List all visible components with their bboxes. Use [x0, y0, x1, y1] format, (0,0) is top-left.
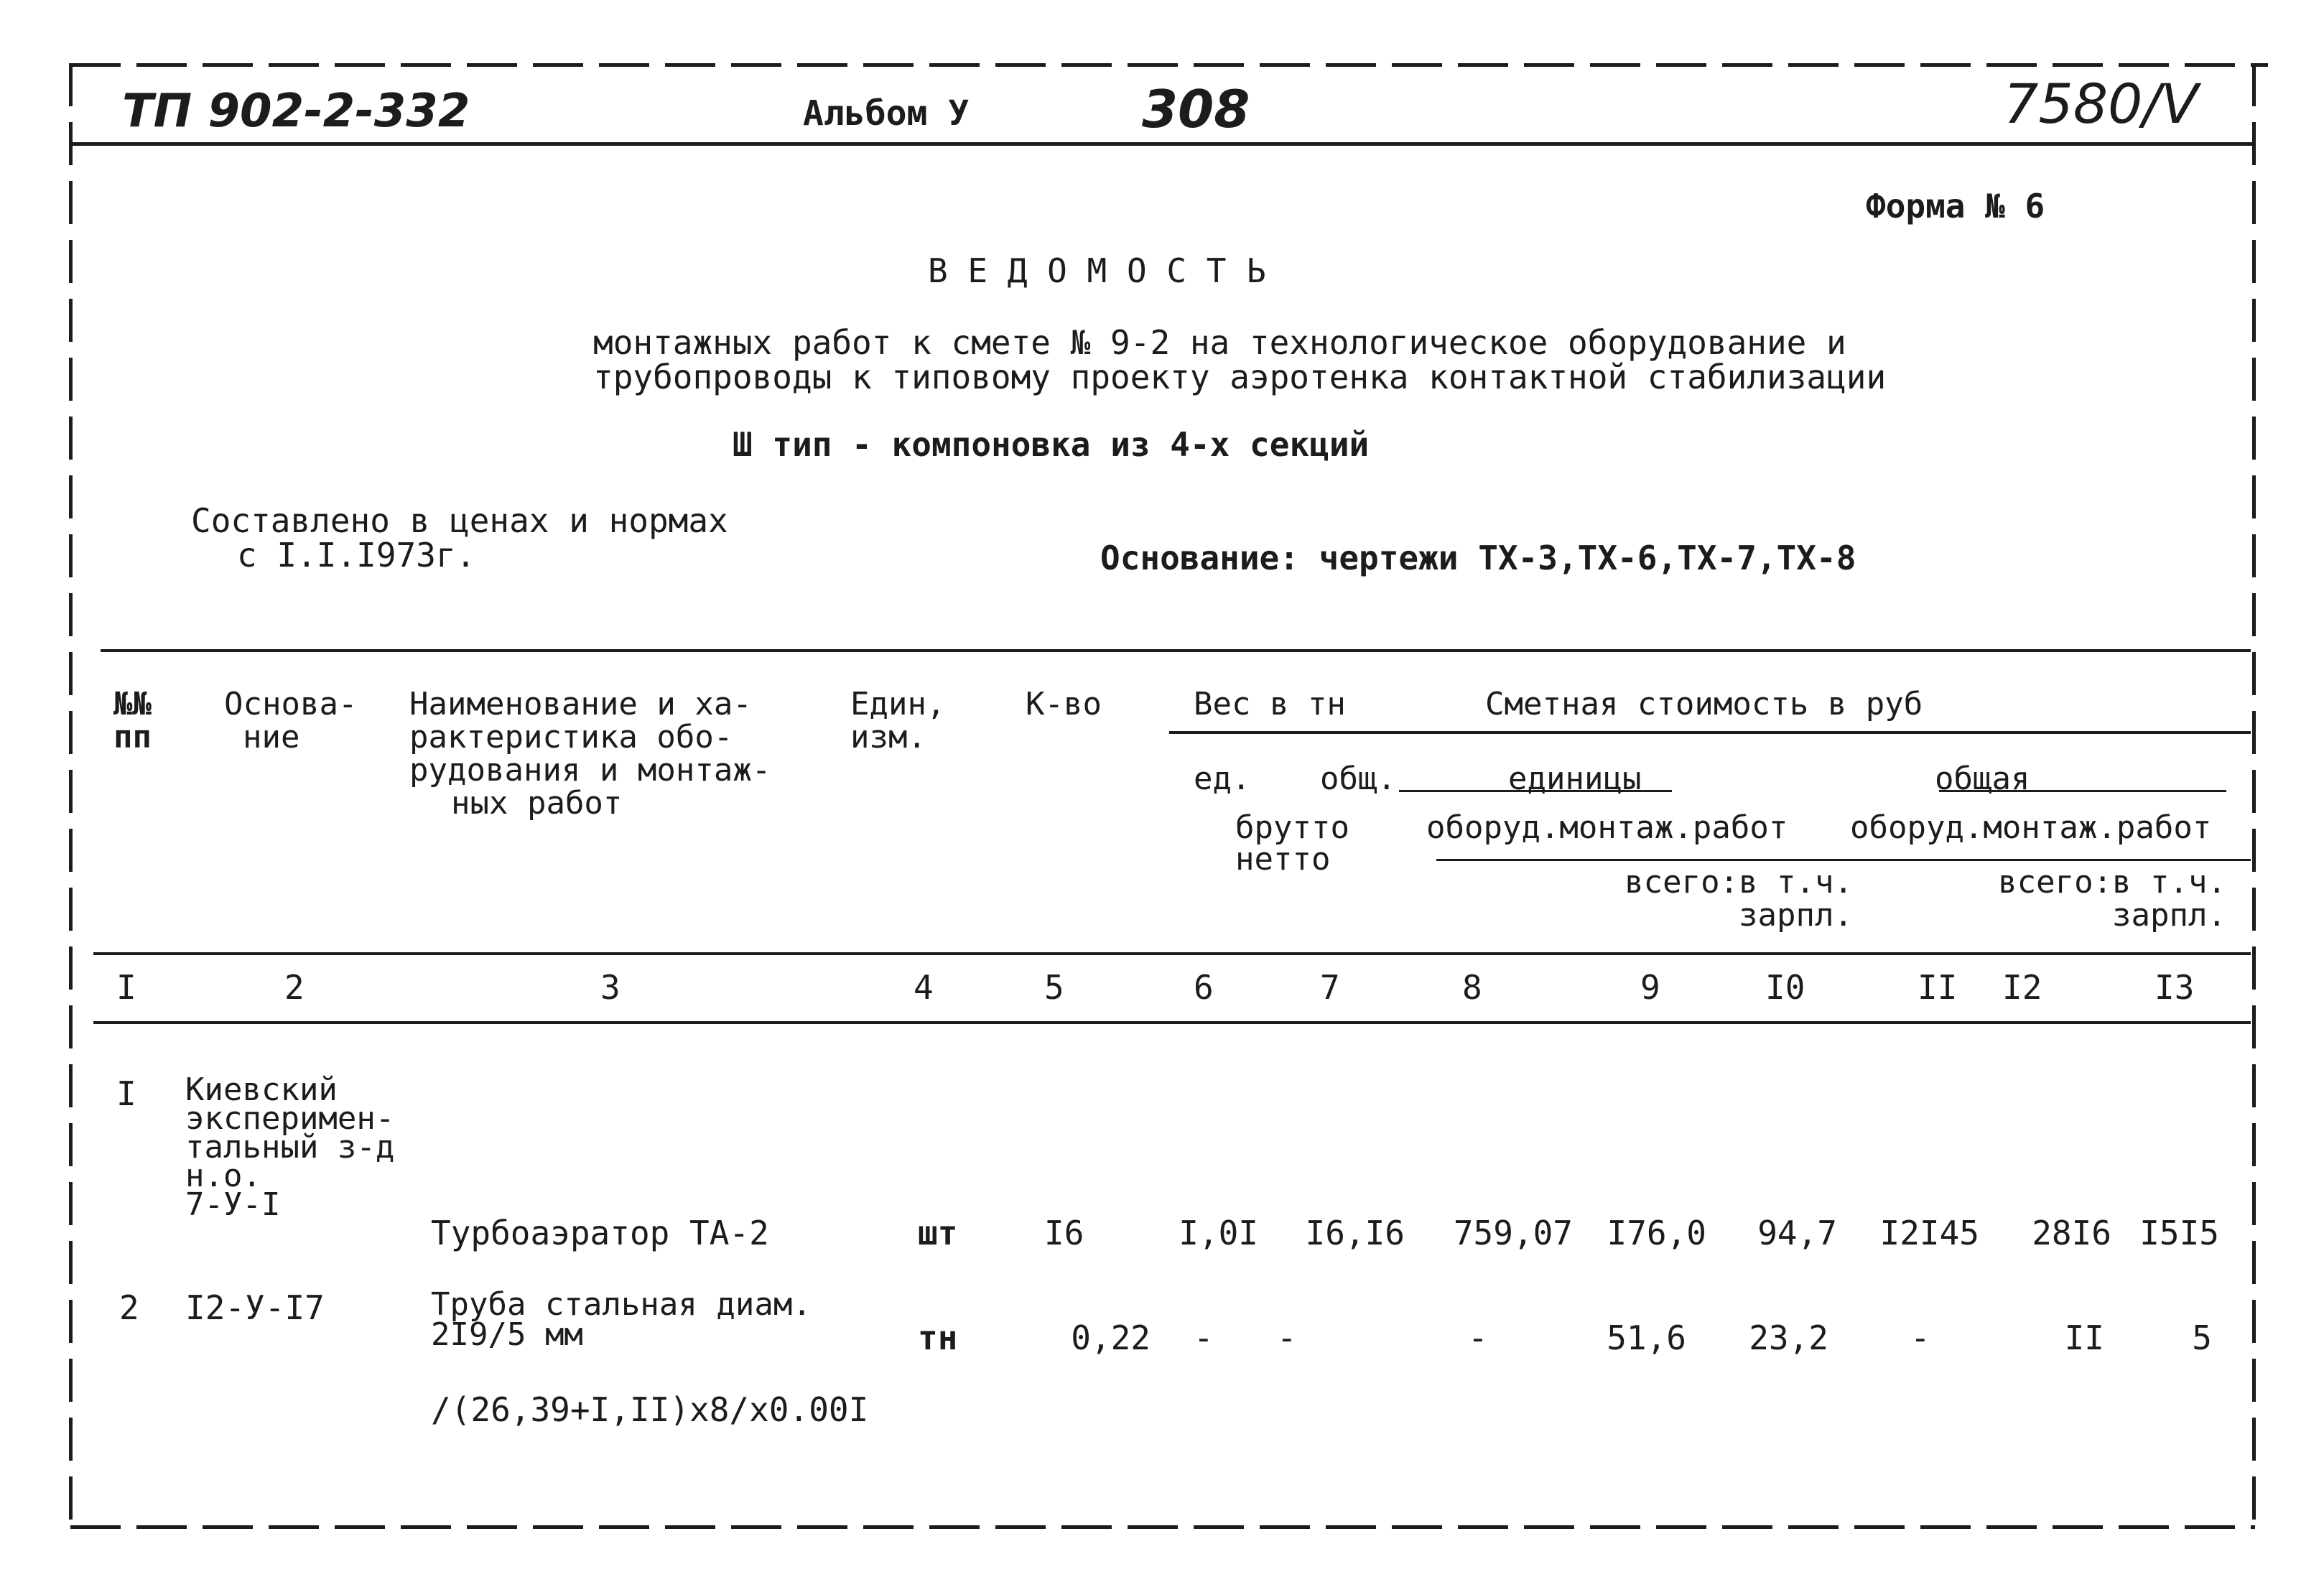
header-equip-mount-unit: оборуд.монтаж.работ [1426, 809, 1788, 846]
header-cost-unit: единицы [1508, 760, 1642, 797]
header-qty: К-во [1026, 686, 1102, 722]
compiled-line-1: Составлено в ценах и нормах [191, 501, 728, 540]
colnum-10: I0 [1765, 968, 1805, 1007]
table-row-2-weight-total: - [1277, 1318, 1297, 1357]
album-label: Альбом У [803, 93, 970, 134]
basis-drawings: Основание: чертежи ТХ-3,ТХ-6,ТХ-7,ТХ-8 [1100, 539, 1856, 577]
project-code: ТП 902-2-332 [122, 85, 470, 138]
table-row-2-basis: I2-У-I7 [185, 1288, 325, 1327]
header-netto: нетто [1235, 841, 1331, 878]
table-row-1-equip-total: I2I45 [1879, 1214, 1979, 1252]
header-weight-total: общ. [1320, 760, 1396, 797]
table-row-2-equip-total: - [1910, 1318, 1930, 1357]
subtitle-line-2: трубопроводы к типовому проекту аэротенка контактной стабилизации [593, 358, 1887, 396]
colnum-5: 5 [1044, 968, 1064, 1007]
header-name: Наименование и ха- рактеристика обо- рудования и монтаж- ных работ [409, 686, 771, 822]
header-weight-unit: ед. [1194, 760, 1251, 797]
frame-right [2252, 63, 2256, 1528]
stamp-divider [70, 142, 2254, 146]
table-row-1-mount-unit: I76,0 [1607, 1214, 1706, 1252]
table-row-2-mount-unit: 51,6 [1607, 1318, 1686, 1357]
colnum-9: 9 [1640, 968, 1660, 1007]
colnum-2: 2 [284, 968, 305, 1007]
colnum-3: 3 [600, 968, 620, 1007]
table-row-1-unit: шт [918, 1214, 958, 1252]
colnum-7: 7 [1320, 968, 1340, 1007]
cost-header-rule [1169, 731, 2251, 734]
colnum-8: 8 [1462, 968, 1482, 1007]
header-total-incl-unit: всего:в т.ч. зарпл. [1625, 864, 1853, 934]
document-title: В Е Д О М О С Т Ь [928, 251, 1266, 290]
colnum-1: I [116, 968, 136, 1007]
archive-number: 7580/V [2004, 72, 2199, 136]
table-row-2-no: 2 [119, 1288, 139, 1327]
header-brutto: брутто [1235, 809, 1349, 846]
subtitle-line-1: монтажных работ к смете № 9-2 на технологическое оборудование и [593, 323, 1846, 362]
table-row-1-no: I [116, 1074, 136, 1113]
table-row-2-wage-unit: 23,2 [1749, 1318, 1828, 1357]
header-cost-total: общая [1935, 760, 2030, 797]
colnum-4: 4 [914, 968, 934, 1007]
table-row-2-unit: тн [918, 1318, 958, 1357]
table-row-1-wage-total: I5I5 [2139, 1214, 2219, 1252]
type-line: Ш тип - компоновка из 4-х секций [733, 425, 1370, 464]
sheet-number: 308 [1142, 79, 1250, 139]
table-row-1-mount-total: 28I6 [2032, 1214, 2111, 1252]
table-row-1-weight-unit: I,0I [1179, 1214, 1258, 1252]
table-row-2-equip-unit: - [1468, 1318, 1488, 1357]
colnum-11: II [1918, 968, 1958, 1007]
colnum-6: 6 [1194, 968, 1214, 1007]
frame-left [69, 63, 73, 1528]
frame-top [70, 63, 2268, 67]
header-bottom-rule [93, 952, 2251, 955]
table-row-1-weight-total: I6,I6 [1305, 1214, 1405, 1252]
table-row-1-basis: Киевский эксперимен- тальный з-д н.о. 7-У-I [185, 1071, 395, 1223]
table-row-2-wage-total: 5 [2192, 1318, 2212, 1357]
table-row-2-qty: 0,22 [1071, 1318, 1151, 1357]
table-row-2-mount-total: II [2064, 1318, 2104, 1357]
table-row-2-weight-unit: - [1194, 1318, 1214, 1357]
table-row-2-formula: /(26,39+I,II)х8/х0.00I [431, 1390, 869, 1429]
header-unit: Един, изм. [850, 686, 946, 755]
header-total-incl-total: всего:в т.ч. зарпл. [1998, 864, 2226, 934]
table-row-1-wage-unit: 94,7 [1757, 1214, 1837, 1252]
subheader-rule [1436, 859, 2251, 861]
header-weight: Вес в тн [1194, 686, 1346, 722]
table-top-rule [101, 649, 2251, 652]
colnum-13: I3 [2155, 968, 2195, 1007]
table-row-2-name: Труба стальная диам. 2I9/5 мм [431, 1286, 812, 1353]
header-equip-mount-total: оборуд.монтаж.работ [1850, 809, 2212, 846]
form-label: Форма № 6 [1866, 187, 2045, 225]
column-number-rule [93, 1021, 2251, 1024]
compiled-line-2: с I.I.I973г. [237, 536, 476, 574]
frame-bottom [70, 1525, 2255, 1529]
table-row-1-equip-unit: 759,07 [1453, 1214, 1573, 1252]
colnum-12: I2 [2002, 968, 2042, 1007]
table-row-1-qty: I6 [1044, 1214, 1084, 1252]
header-basis: Основа- ние [224, 686, 358, 755]
table-row-1-name: Турбоаэратор ТА-2 [431, 1214, 769, 1252]
header-cost: Сметная стоимость в руб [1485, 686, 1923, 722]
header-no: №№ пп [113, 686, 152, 755]
